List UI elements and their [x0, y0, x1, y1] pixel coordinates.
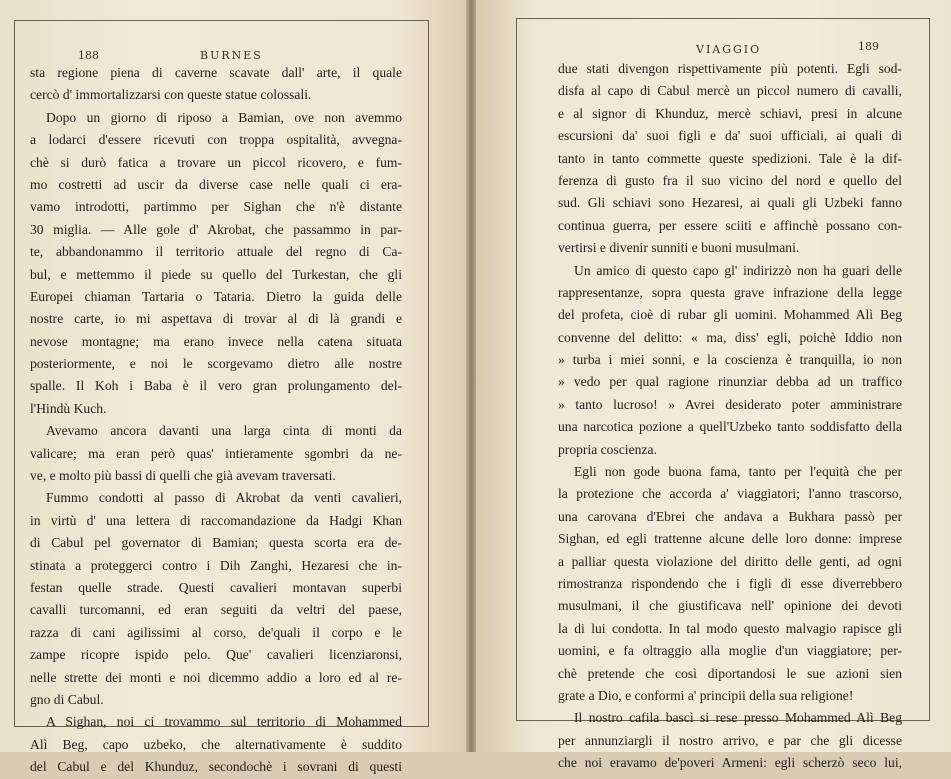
text-line: uomini, e fa oltraggio alla moglie d'un viaggiatore; per- — [558, 643, 902, 659]
text-line: del Cabul e del Khunduz, secondochè i sovrani di questi — [30, 759, 402, 775]
text-line: Egli non gode buona fama, tanto per l'equità che per — [574, 464, 902, 480]
text-line: ferenza di gusto fra il suo vicino del nord e quello del — [558, 172, 902, 188]
text-line: te, abbandonammo il territorio attuale del regno di Ca- — [30, 244, 402, 260]
text-line: e al signor di Khunduz, mercè schiavi, presi in alcune — [558, 105, 902, 121]
text-line: in virtù d' una lettera di raccomandazione da Hadgi Khan — [30, 512, 402, 528]
page-number: 188 — [78, 49, 99, 62]
text-line: due stati divengon rispettivamente più potenti. Egli sod- — [558, 61, 902, 76]
text-line: a lodarci d'essere ricevuti con troppa ospitalità, avvegna- — [30, 132, 402, 148]
text-line: a palliar questa violazione del diritto delle genti, ad ogni — [558, 553, 902, 569]
text-line: valicare; ma eran però quas' intieramente sgombri da ne- — [30, 445, 402, 461]
text-line: Avevamo ancora davanti una larga cinta di monti da — [46, 423, 402, 439]
text-line: chè pretende che così diportandosi le sue azioni sien — [558, 665, 902, 681]
text-line: sta regione piena di caverne scavate dall' arte, il quale — [30, 65, 402, 80]
text-line: posteriormente, e noi le scorgevamo dietro alle nostre — [30, 356, 402, 372]
text-line: tanto in tanto commette queste spedizioni. Tale è la dif- — [558, 150, 902, 166]
text-line: nostre carte, io mi aspettava di trovar al di là grandi e — [30, 311, 402, 327]
text-line: una carovana d'Ebrei che andava a Bukhara passò per — [558, 508, 902, 524]
text-line: vamo introdotti, partimmo per Sighan che n'è distante — [30, 199, 402, 215]
text-line: rappresentanze, sopra questa grave infrazione della legge — [558, 284, 902, 300]
text-line: gno di Cabul. — [30, 691, 104, 707]
text-line: Alì Beg, capo uzbeko, che alternativamente è suddito — [30, 736, 402, 752]
text-line: la di lui condotta. In tal modo questo malvagio rapisce gli — [558, 620, 902, 636]
text-line: continua guerra, per essere sciiti e affinchè possano con- — [558, 217, 902, 233]
text-line: del profeta, cioè di rubar gli uomini. Mohammed Alì Beg — [558, 307, 902, 323]
text-line: rimostranza rispondendo che i figli di esse diverrebbero — [558, 575, 902, 591]
running-head: VIAGGIO — [696, 43, 762, 56]
text-line: nelle strette dei monti e noi dicemmo addio a loro ed al re- — [30, 669, 402, 685]
page-body-text — [30, 62, 402, 779]
text-line: propria coscienza. — [558, 441, 657, 457]
text-line: festan quelle strade. Questi cavalieri montavan superbi — [30, 579, 402, 595]
text-line: stinata a proteggerci contro i Dih Zanghi, Hezaresi che in- — [30, 557, 402, 573]
text-line: » tanto lucroso! » Avrei desiderato poter amministrare — [558, 396, 902, 412]
text-line: la protezione che accorda a' viaggiatori; l'anno trascorso, — [558, 486, 902, 502]
text-line: disfa al capo di Cabul mercè un piccol numero di cavalli, — [558, 83, 902, 99]
text-line: ve, e molto più bassi di quelli che già avevam traversati. — [30, 468, 336, 484]
page-body-text — [558, 58, 902, 775]
text-line: Un amico di questo capo gl' indirizzò non ha guari delle — [574, 262, 902, 278]
text-line: Dopo un giorno di riposo a Bamian, ove non avemmo — [46, 109, 402, 125]
text-line: zampe ricopre ispido pelo. Que' cavalieri licenziaronsi, — [30, 647, 402, 663]
text-line: una narcotica pozione a quell'Uzbeko tanto soddisfatto della — [558, 419, 902, 435]
page-number: 189 — [858, 40, 879, 53]
text-line: mo costretti ad uscir da diverse case nelle quali ci era- — [30, 176, 402, 192]
text-line: vertirsi e divenir sunniti e buoni musulmani. — [558, 240, 800, 256]
text-line: grate a Dio, e conformi a' principii della sua religione! — [558, 687, 854, 703]
text-line: Europei chiaman Tartaria o Tataria. Dietro la guida delle — [30, 288, 402, 304]
text-line: cercò d' immortalizzarsi con queste statue colossali. — [30, 87, 312, 103]
text-line: Sighan, ed egli trattenne alcune delle loro donne: imprese — [558, 531, 902, 547]
text-line: bul, e mettemmo il piede su quello del Turkestan, che gli — [30, 266, 402, 282]
text-line: A Sighan, noi ci trovammo sul territorio di Mohammed — [46, 714, 402, 730]
text-line: » vedo per qual ragione rinunziar debba ad un traffico — [558, 374, 902, 390]
left-page — [0, 0, 468, 775]
text-line: sud. Gli schiavi sono Hezaresi, ai quali gli Uzbeki fanno — [558, 195, 902, 211]
text-line: che noi eravamo de'poveri Armeni: egli scherzò seco lui, — [558, 755, 902, 771]
text-line: Fummo condotti al passo di Akrobat da venti cavalieri, — [46, 490, 402, 506]
text-line: nevose montagne; ma erano invece nella catena situata — [30, 333, 402, 349]
text-line: convenne del delitto: « ma, diss' egli, poichè Iddio non — [558, 329, 902, 345]
running-head: BURNES — [200, 49, 263, 62]
text-line: per annunziargli il nostro arrivo, e par che gli dicesse — [558, 732, 902, 748]
text-line: escursioni da' suoi figli e da' suoi ufficiali, ai quali di — [558, 128, 902, 144]
text-line: 30 miglia. — Alle gole d' Akrobat, che passammo in par- — [30, 221, 402, 237]
text-line: » turba i miei sonni, e la coscienza è tranquilla, io non — [558, 352, 902, 368]
text-line: musulmani, il che giustificava nell' opinione dei devoti — [558, 598, 902, 614]
text-line: l'Hindù Kuch. — [30, 400, 107, 416]
text-line: di Cabul pel governator di Bamian; questa scorta era de- — [30, 535, 402, 551]
text-line: chè si durò fatica a trovare un piccol ricovero, e fum- — [30, 154, 402, 170]
text-line: razza di cani agilissimi al corso, de'quali il corpo e le — [30, 624, 402, 640]
text-line: spalle. Il Koh i Baba è il vero gran prolungamento del- — [30, 378, 402, 394]
text-line: Il nostro cafila bascì si rese presso Mohammed Alì Beg — [574, 710, 902, 726]
right-page — [476, 0, 951, 771]
text-line: cavalli turcomanni, ed eran seguiti da veltri del paese, — [30, 602, 402, 618]
